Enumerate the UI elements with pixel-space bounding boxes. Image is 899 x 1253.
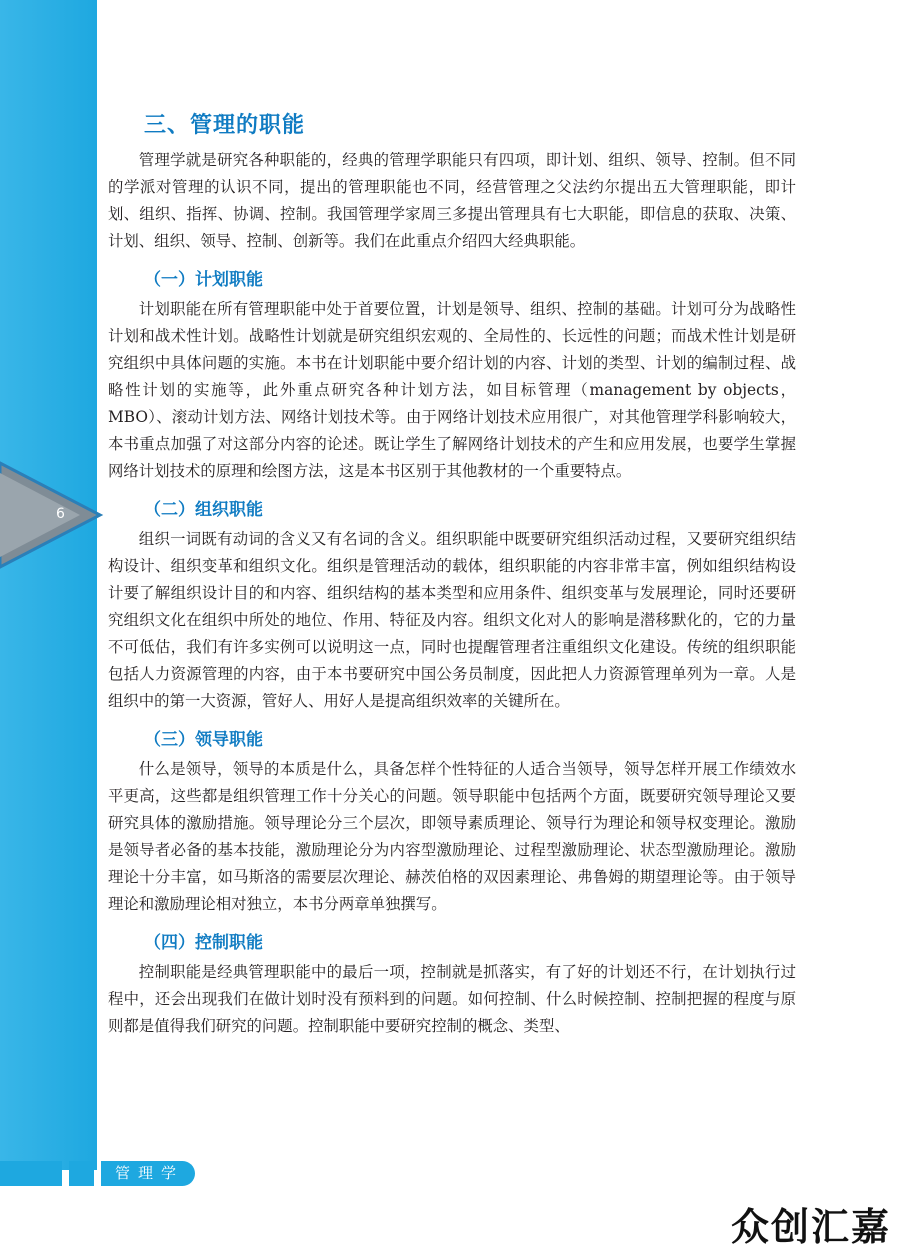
subsection-paragraph-organizing: 组织一词既有动词的含义又有名词的含义。组织职能中既要研究组织活动过程，又要研究组织结构设计、组织变革和组织文化。组织是管理活动的载体，组织职能的内容非常丰富，例如组织结构设计要了解组织设计目的和内容、组织结构的基本类型和应用条件、组织变革与发展理论，同时还要研究组织文化在组织中所处的地位、作用、特征及内容。组织文化对人的影响是潜移默化的，它的力量不可低估，我们有许多实例可以说明这一点，同时也提醒管理者注重组织文化建设。传统的组织职能包括人力资源管理的内容，由于本书要研究中国公务员制度，因此把人力资源管理单列为一章。人是组织中的第一大资源，管好人、用好人是提高组织效率的关键所在。 bbox=[108, 530, 796, 710]
section-title: 三、管理的职能 bbox=[144, 113, 306, 138]
footer-block-small bbox=[69, 1161, 94, 1186]
footer-bar bbox=[0, 1161, 200, 1191]
subsection-title-leading: （三）领导职能 bbox=[144, 730, 263, 750]
watermark-logo: 众创汇嘉 bbox=[730, 1205, 891, 1249]
subsection-paragraph-leading: 什么是领导，领导的本质是什么，具备怎样个性特征的人适合当领导，领导怎样开展工作绩效水平更高，这些都是组织管理工作十分关心的问题。领导职能中包括两个方面，既要研究领导理论又要研究具体的激励措施。领导理论分三个层次，即领导素质理论、领导行为理论和领导权变理论。激励是领导者必备的基本技能，激励理论分为内容型激励理论、过程型激励理论、状态型激励理论。激励理论十分丰富，如马斯洛的需要层次理论、赫茨伯格的双因素理论、弗鲁姆的期望理论等。由于领导理论和激励理论相对独立，本书分两章单独撰写。 bbox=[108, 760, 796, 913]
page-number-tab bbox=[0, 455, 110, 575]
section-intro-paragraph: 管理学就是研究各种职能的，经典的管理学职能只有四项，即计划、组织、领导、控制。但不同的学派对管理的认识不同，提出的管理职能也不同，经营管理之父法约尔提出五大管理职能，即计划、组织、指挥、协调、控制。我国管理学家周三多提出管理具有七大职能，即信息的获取、决策、计划、组织、领导、控制、创新等。我们在此重点介绍四大经典职能。 bbox=[108, 151, 796, 250]
subsection-title-planning: （一）计划职能 bbox=[144, 270, 263, 290]
subsection-paragraph-planning: 计划职能在所有管理职能中处于首要位置，计划是领导、组织、控制的基础。计划可分为战略性计划和战术性计划。战略性计划就是研究组织宏观的、全局性的、长远性的问题；而战术性计划是研究组织中具体问题的实施。本书在计划职能中要介绍计划的内容、计划的类型、计划的编制过程、战略性计划的实施等，此外重点研究各种计划方法，如目标管理（management by objects，MBO）、滚动计划方法、网络计划技术等。由于网络计划技术应用很广，对其他管理学科影响较大，本书重点加强了对这部分内容的论述。既让学生了解网络计划技术的产生和应用发展，也要学生掌握网络计划技术的原理和绘图方法，这是本书区别于其他教材的一个重要特点。 bbox=[108, 300, 796, 480]
subsection-paragraph-controlling: 控制职能是经典管理职能中的最后一项，控制就是抓落实，有了好的计划还不行，在计划执行过程中，还会出现我们在做计划时没有预料到的问题。如何控制、什么时候控制、控制把握的程度与原则都是值得我们研究的问题。控制职能中要研究控制的概念、类型、 bbox=[108, 963, 796, 1035]
main-content bbox=[108, 98, 796, 1040]
subsection-title-controlling: （四）控制职能 bbox=[144, 933, 263, 953]
left-color-band bbox=[0, 0, 97, 1170]
footer-book-title: 管理学 bbox=[101, 1161, 195, 1186]
page-tab-arrow-shape bbox=[0, 455, 110, 575]
subsection-title-organizing: （二）组织职能 bbox=[144, 500, 263, 520]
footer-block-left bbox=[0, 1161, 62, 1186]
page-number: 6 bbox=[56, 506, 65, 522]
